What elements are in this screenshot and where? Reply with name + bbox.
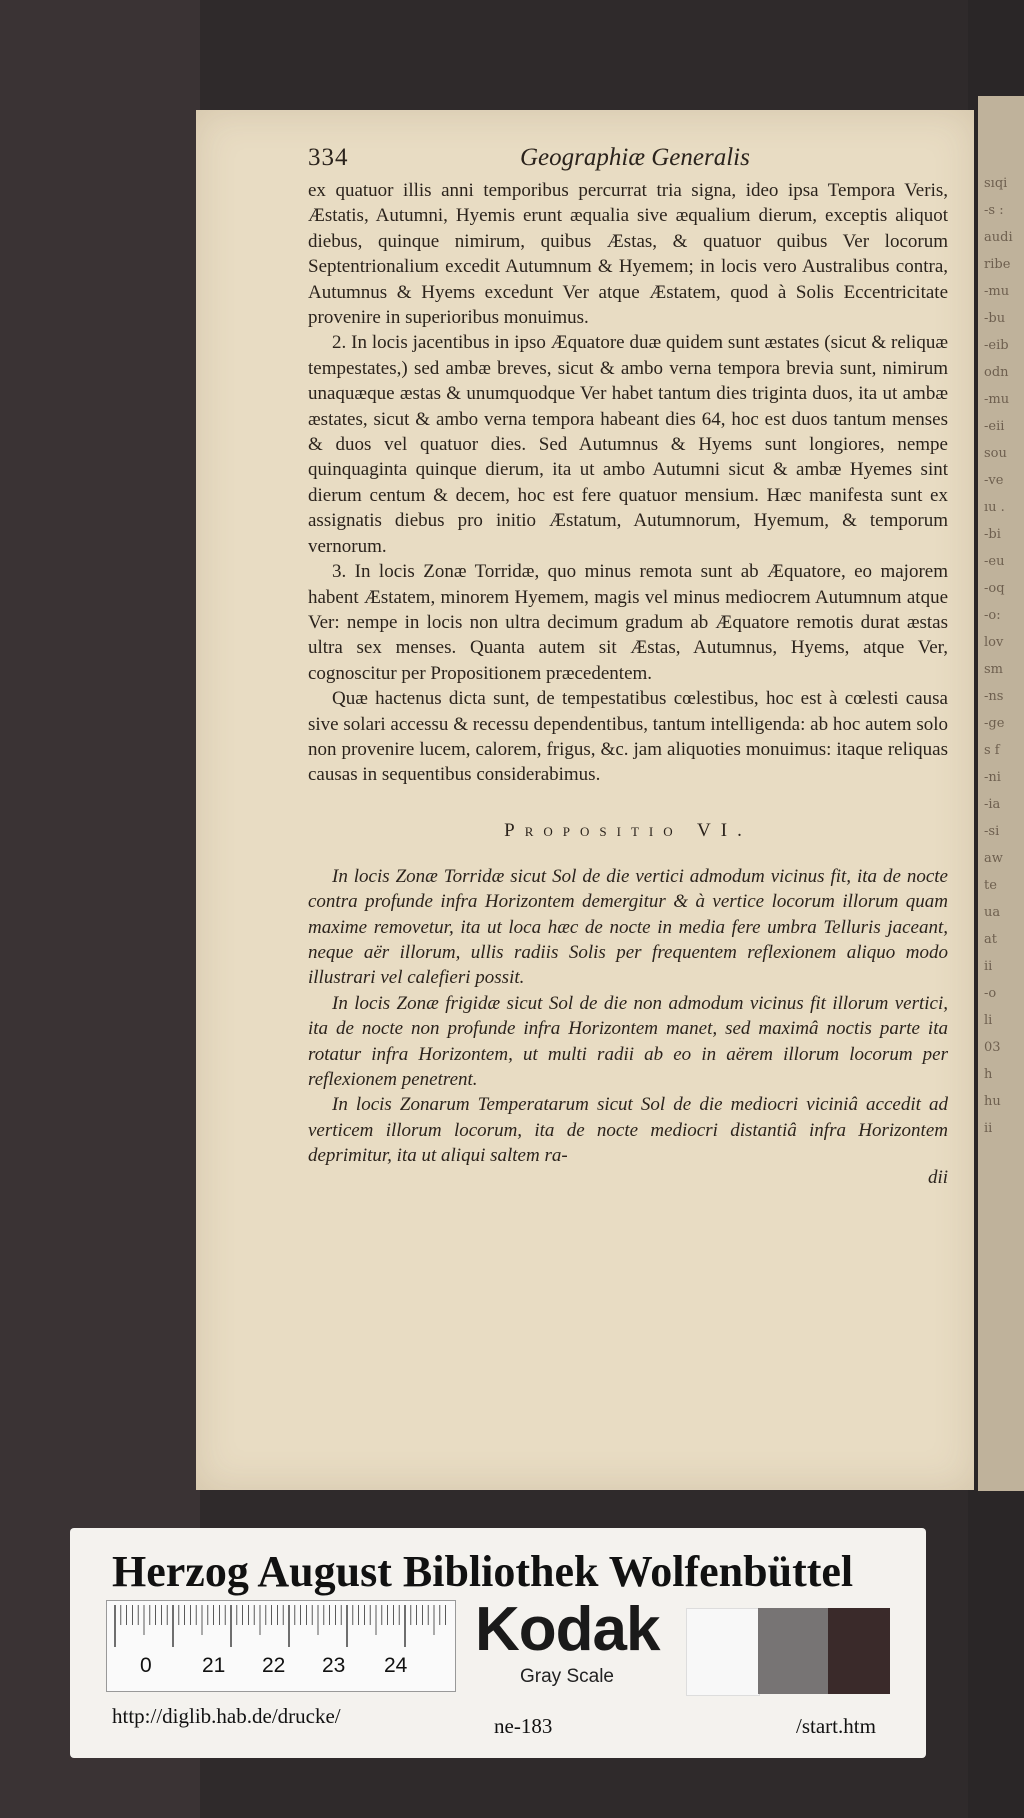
adjacent-page-fragment: -mu	[984, 392, 1010, 407]
adjacent-page-fragment: -o:	[984, 608, 1001, 623]
url-shelfmark: ne-183	[494, 1714, 553, 1738]
adjacent-page-fragment: ıu .	[984, 500, 1005, 515]
adjacent-page-fragment: aw	[984, 851, 1003, 866]
book-page	[196, 110, 974, 1490]
adjacent-page-fragment: -eii	[984, 419, 1005, 434]
adjacent-page-fragment: ii	[984, 1121, 993, 1136]
gray-swatch-dark	[828, 1608, 890, 1694]
running-title: Geographiæ Generalis	[520, 144, 750, 171]
adjacent-page-fragment: at	[984, 932, 997, 947]
page-text-block	[308, 140, 948, 1190]
adjacent-page-fragment: -si	[984, 824, 1000, 839]
italic-paragraph: In locis Zonæ frigidæ sicut Sol de die non admodum vicinus fit illorum vertici, ita de nocte non profunde infra Horizontem manet, sed maximâ noctis parte ita rotatur infra Horizontem, ut multi radii ab eo in aërem illorum locorum per reflexionem penetrent.	[308, 992, 948, 1090]
adjacent-page-fragment: ribe	[984, 257, 1011, 272]
adjacent-page-fragment: -ns	[984, 689, 1004, 704]
adjacent-page-fragment: odn	[984, 365, 1009, 380]
adjacent-page-fragment: -ge	[984, 716, 1005, 731]
adjacent-page-fragment: lov	[984, 635, 1004, 650]
adjacent-page-fragment: -oq	[984, 581, 1005, 596]
adjacent-page-fragment: -mu	[984, 284, 1010, 299]
kodak-logo: Kodak	[475, 1595, 660, 1664]
adjacent-page-fragment: li	[984, 1013, 993, 1028]
gray-scale-label: Gray Scale	[520, 1666, 614, 1687]
adjacent-page-fragment: te	[984, 878, 997, 893]
adjacent-page-fragment: -ve	[984, 473, 1004, 488]
adjacent-page-fragment: sou	[984, 446, 1007, 461]
library-name: Herzog August Bibliothek Wolfenbüttel	[112, 1547, 854, 1596]
paragraph: 2. In locis jacentibus in ipso Æquatore duæ quidem sunt æstates (sicut & reliquæ tempestates,) sed ambæ breves, sicut & ambo verna tempora brevia sunt, nimirum unaquæque æstas & unumquodque Ver habet tantum dies triginta duos, ita ut ambæ æstates, sicut & ambo verna tempora habeant dies 64, hoc est duos tantum menses & duos vel quatuor dies. Sed Autumnus & Hyems sunt longiores, nempe quinquaginta quinque dierum, ita ut ambo Autumni sicut & ambæ Hyemes sint dierum centum & decem, hoc est fere quatuor mensium. Hæc manifesta sunt ex assignatis diebus pro initio Æstatum, Autumnorum, Hyemum, & temporum vernorum.	[308, 332, 948, 557]
adjacent-page-fragment: s f	[984, 743, 1000, 758]
adjacent-page-fragment: sm	[984, 662, 1003, 677]
italic-paragraph: In locis Zonæ Torridæ sicut Sol de die vertici admodum vicinus fit, ita de nocte contra profunde infra Horizontem demergitur & à vertice locorum illorum quam maxime removetur, ita ut loca hæc de nocte in media fere umbra Telluris jaceant, neque aër illorum, ullis radiis Solis per frequentem reflexionem aliquo modo illustrari vel calefieri possit.	[308, 865, 948, 989]
gray-swatch-white	[686, 1608, 760, 1696]
adjacent-page-fragment: 03	[984, 1040, 1001, 1055]
adjacent-page-fragment: -eu	[984, 554, 1005, 569]
ruler-label: 21	[202, 1654, 226, 1677]
ruler	[106, 1600, 456, 1692]
adjacent-page-fragment: audi	[984, 230, 1013, 245]
adjacent-page-fragment: -eib	[984, 338, 1009, 353]
ruler-label: 22	[262, 1654, 286, 1677]
adjacent-page-fragment: -bi	[984, 527, 1001, 542]
catchword: dii	[927, 1166, 948, 1188]
proposition-heading: Propositio VI.	[504, 819, 752, 841]
adjacent-page-fragment: -s :	[984, 203, 1004, 218]
paragraph: Quæ hactenus dicta sunt, de tempestatibus cœlestibus, hoc est à cœlesti causa sive solari accessu & recessu dependentibus, tantum intelligenda: ab hoc autem solo non provenire lucem, calorem, frigus, &c. jam aliquoties monuimus: itaque reliquas causas in sequentibus considerabimus.	[308, 688, 948, 786]
adjacent-page-fragment: hu	[984, 1094, 1001, 1109]
library-color-strip	[70, 1528, 926, 1758]
ruler-label: 0	[140, 1654, 152, 1677]
page-number: 334	[308, 144, 349, 171]
adjacent-page-fragment: sıqi	[984, 176, 1008, 191]
paragraph: ex quatuor illis anni temporibus percurrat tria signa, ideo ipsa Tempora Veris, Æstatis, Autumni, Hyemis erunt æqualia sive æqualium dierum, exceptis aliquot diebus, quinque nimirum, quibus Æstas, & quatuor quibus Ver locorum Septentrionalium excedit Autumnum & Hyemem; in locis vero Australibus contra, Autumnus & Hyems excedunt Ver atque Æstatem, quod à Solis Eccentricitate provenire in superioribus monuimus.	[308, 180, 948, 329]
adjacent-page-fragment: -ia	[984, 797, 1001, 812]
adjacent-page-fragment: ua	[984, 905, 1001, 920]
gray-swatch-mid	[758, 1608, 828, 1694]
adjacent-page-fragment: -o	[984, 986, 997, 1001]
ruler-label: 23	[322, 1654, 346, 1677]
url-base: http://diglib.hab.de/drucke/	[112, 1704, 341, 1728]
adjacent-page-fragment: ii	[984, 959, 993, 974]
page-header	[308, 140, 948, 178]
adjacent-page-fragment: -bu	[984, 311, 1006, 326]
adjacent-page-edge	[978, 96, 1024, 1491]
adjacent-page-fragment: -ni	[984, 770, 1001, 785]
url-suffix: /start.htm	[796, 1714, 876, 1738]
adjacent-page-fragment: h	[984, 1067, 993, 1082]
italic-paragraph: In locis Zonarum Temperatarum sicut Sol de die mediocri viciniâ accedit ad verticem illorum locorum, ita de nocte mediocri distantiâ infra Horizontem deprimitur, ita ut aliqui saltem ra-	[308, 1094, 948, 1167]
ruler-label: 24	[384, 1654, 408, 1677]
paragraph: 3. In locis Zonæ Torridæ, quo minus remota sunt ab Æquatore, eo majorem habent Æstatem, minorem Hyemem, magis vel minus mediocrem Autumnum atque Ver: nempe in locis non ultra decimum gradum ab Æquatore remotis durat æstas ultra sex menses. Quanta autem sit Æstas, Autumnus, Hyems, atque Ver, cognoscitur per Propositionem præcedentem.	[308, 561, 948, 684]
